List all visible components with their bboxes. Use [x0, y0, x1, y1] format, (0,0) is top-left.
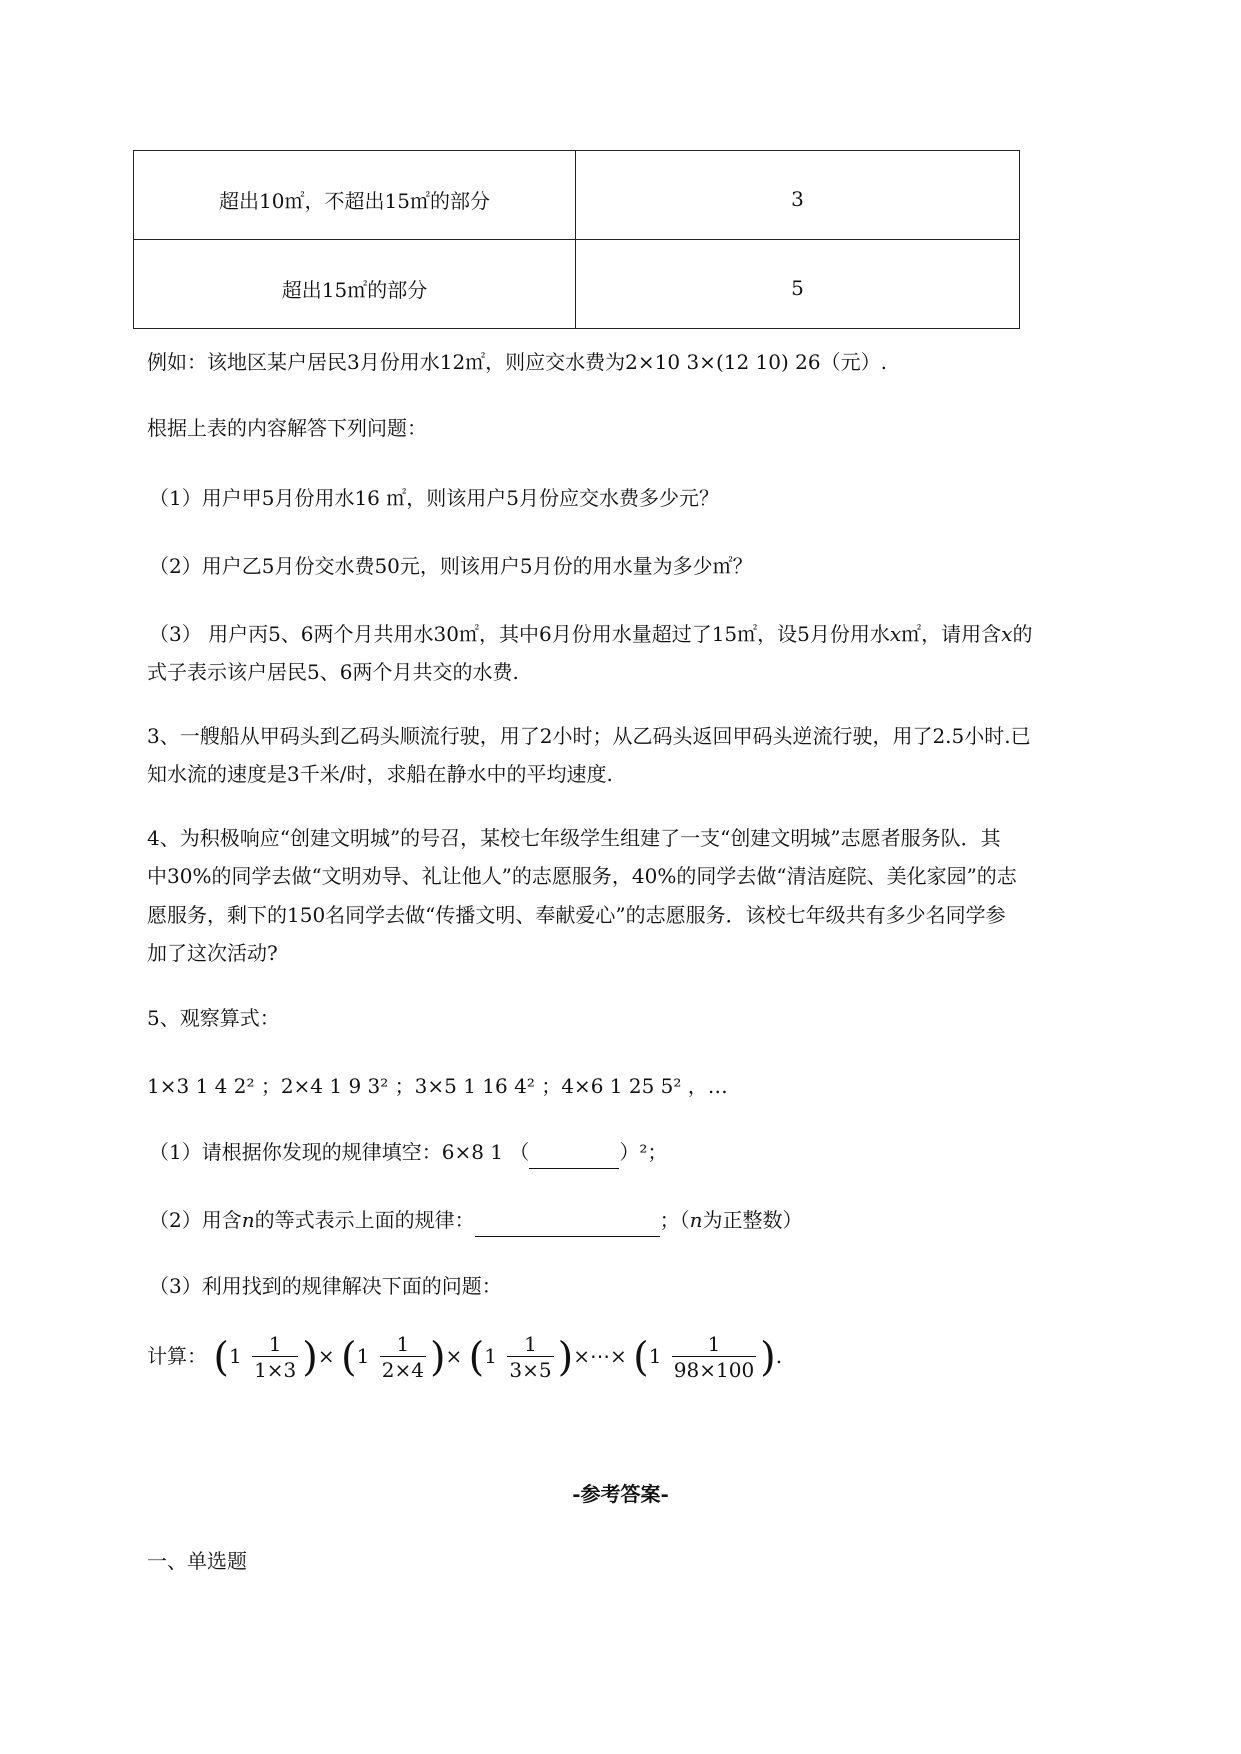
- example-text: 例如：该地区某户居民3月份用水12㎡，则应交水费为2×10 3×(12 10) 26（元）.: [147, 350, 887, 374]
- question-5-3: （3）利用找到的规律解决下面的问题：: [149, 1274, 502, 1298]
- q5-2-text-b: 的等式表示上面的规律：: [254, 1208, 475, 1232]
- question-3-line-1: 3、一艘船从甲码头到乙码头顺流行驶，用了2小时；从乙码头返回甲码头逆流行驶，用了2.5小时.已: [147, 724, 1031, 748]
- question-4-line-1: 4、为积极响应“创建文明城”的号召，某校七年级学生组建了一支“创建文明城”志愿者服务队．其: [147, 826, 1001, 850]
- question-5: 5、观察算式：: [147, 1006, 280, 1030]
- question-5-1: [149, 1136, 667, 1169]
- question-3-line-2: 知水流的速度是3千米/时，求船在静水中的平均速度.: [147, 762, 613, 786]
- q2-3-text-c: 的: [1012, 622, 1033, 646]
- fraction: $\frac{1}{98\times 100}$: [673, 1332, 755, 1382]
- q5-1-text-b: ）²；: [619, 1140, 668, 1164]
- calc-one: 1: [484, 1344, 498, 1368]
- question-2-2: （2）用户乙5月份交水费50元，则该用户5月份的用水量为多少㎡？: [149, 554, 753, 578]
- question-4-line-4: 加了这次活动?: [147, 941, 278, 965]
- calc-end: .: [775, 1344, 783, 1368]
- q2-3-text-b: ㎡，请用含: [901, 622, 1002, 646]
- calc-expression: 计算： (1 $\frac{1}{1\times 3}$ )× (1 $\frac{1}{2\times 4}$ )× (1 $\frac{1}{3\times 5}$ )×⋯× (1 $\frac{1}{98\times 100}$ ).: [147, 1332, 783, 1382]
- q5-2-text-d: 为正整数）: [702, 1208, 803, 1232]
- fill-blank: [529, 1136, 619, 1169]
- question-2-3: [149, 618, 1032, 650]
- answer-title: -参考答案-: [572, 1482, 669, 1506]
- water-fee-table: [133, 150, 1020, 329]
- range-cell: 超出10㎡，不超出15㎡的部分: [134, 151, 576, 240]
- question-2-3-cont: 式子表示该户居民5、6两个月共交的水费.: [147, 660, 519, 684]
- calc-one: 1: [356, 1344, 370, 1368]
- variable-x: x: [1001, 622, 1013, 646]
- question-4-line-3: 愿服务，剩下的150名同学去做“传播文明、奉献爱心”的志愿服务．该校七年级共有多少名同学参: [147, 903, 1006, 927]
- range-cell: 超出15㎡的部分: [134, 240, 576, 329]
- calc-one: 1: [648, 1344, 662, 1368]
- variable-x: x: [889, 622, 902, 646]
- fraction: $\frac{1}{1\times 3}$: [254, 1332, 297, 1382]
- fraction: $\frac{1}{2\times 4}$: [381, 1332, 424, 1382]
- q5-2-text-a: （2）用含: [149, 1208, 242, 1232]
- variable-n: n: [241, 1208, 255, 1232]
- q5-1-text-a: （1）请根据你发现的规律填空：6×8 1 （: [149, 1140, 530, 1164]
- q2-3-text-a: （3） 用户丙5、6两个月共用水30㎡，其中6月份用水量超过了15㎡，设5月份用水: [149, 622, 890, 646]
- intro-text: 根据上表的内容解答下列问题：: [147, 416, 427, 440]
- variable-n: n: [689, 1208, 703, 1232]
- section-heading: 一、单选题: [147, 1549, 247, 1573]
- question-5-series: 1×3 1 4 2² ；2×4 1 9 3² ；3×5 1 16 4² ；4×6 1 25 5² ，…: [147, 1074, 728, 1098]
- fraction: $\frac{1}{3\times 5}$: [509, 1332, 552, 1382]
- question-2-1: （1）用户甲5月份用水16 ㎡，则该用户5月份应交水费多少元？: [149, 486, 719, 510]
- table-row: [134, 240, 1020, 329]
- price-cell: 3: [576, 151, 1020, 240]
- calc-one: 1: [228, 1344, 242, 1368]
- fill-blank: [475, 1204, 660, 1237]
- times-dots: ×⋯×: [573, 1344, 627, 1368]
- table-row: [134, 151, 1020, 240]
- q5-2-text-c: ；（: [659, 1208, 690, 1232]
- times-sign: ×: [317, 1344, 335, 1368]
- times-sign: ×: [445, 1344, 463, 1368]
- question-5-2: [149, 1204, 803, 1237]
- calc-label: 计算：: [147, 1344, 207, 1368]
- question-4-line-2: 中30%的同学去做“文明劝导、礼让他人”的志愿服务，40%的同学去做“清洁庭院、美化家园”的志: [147, 864, 1017, 888]
- price-cell: 5: [576, 240, 1020, 329]
